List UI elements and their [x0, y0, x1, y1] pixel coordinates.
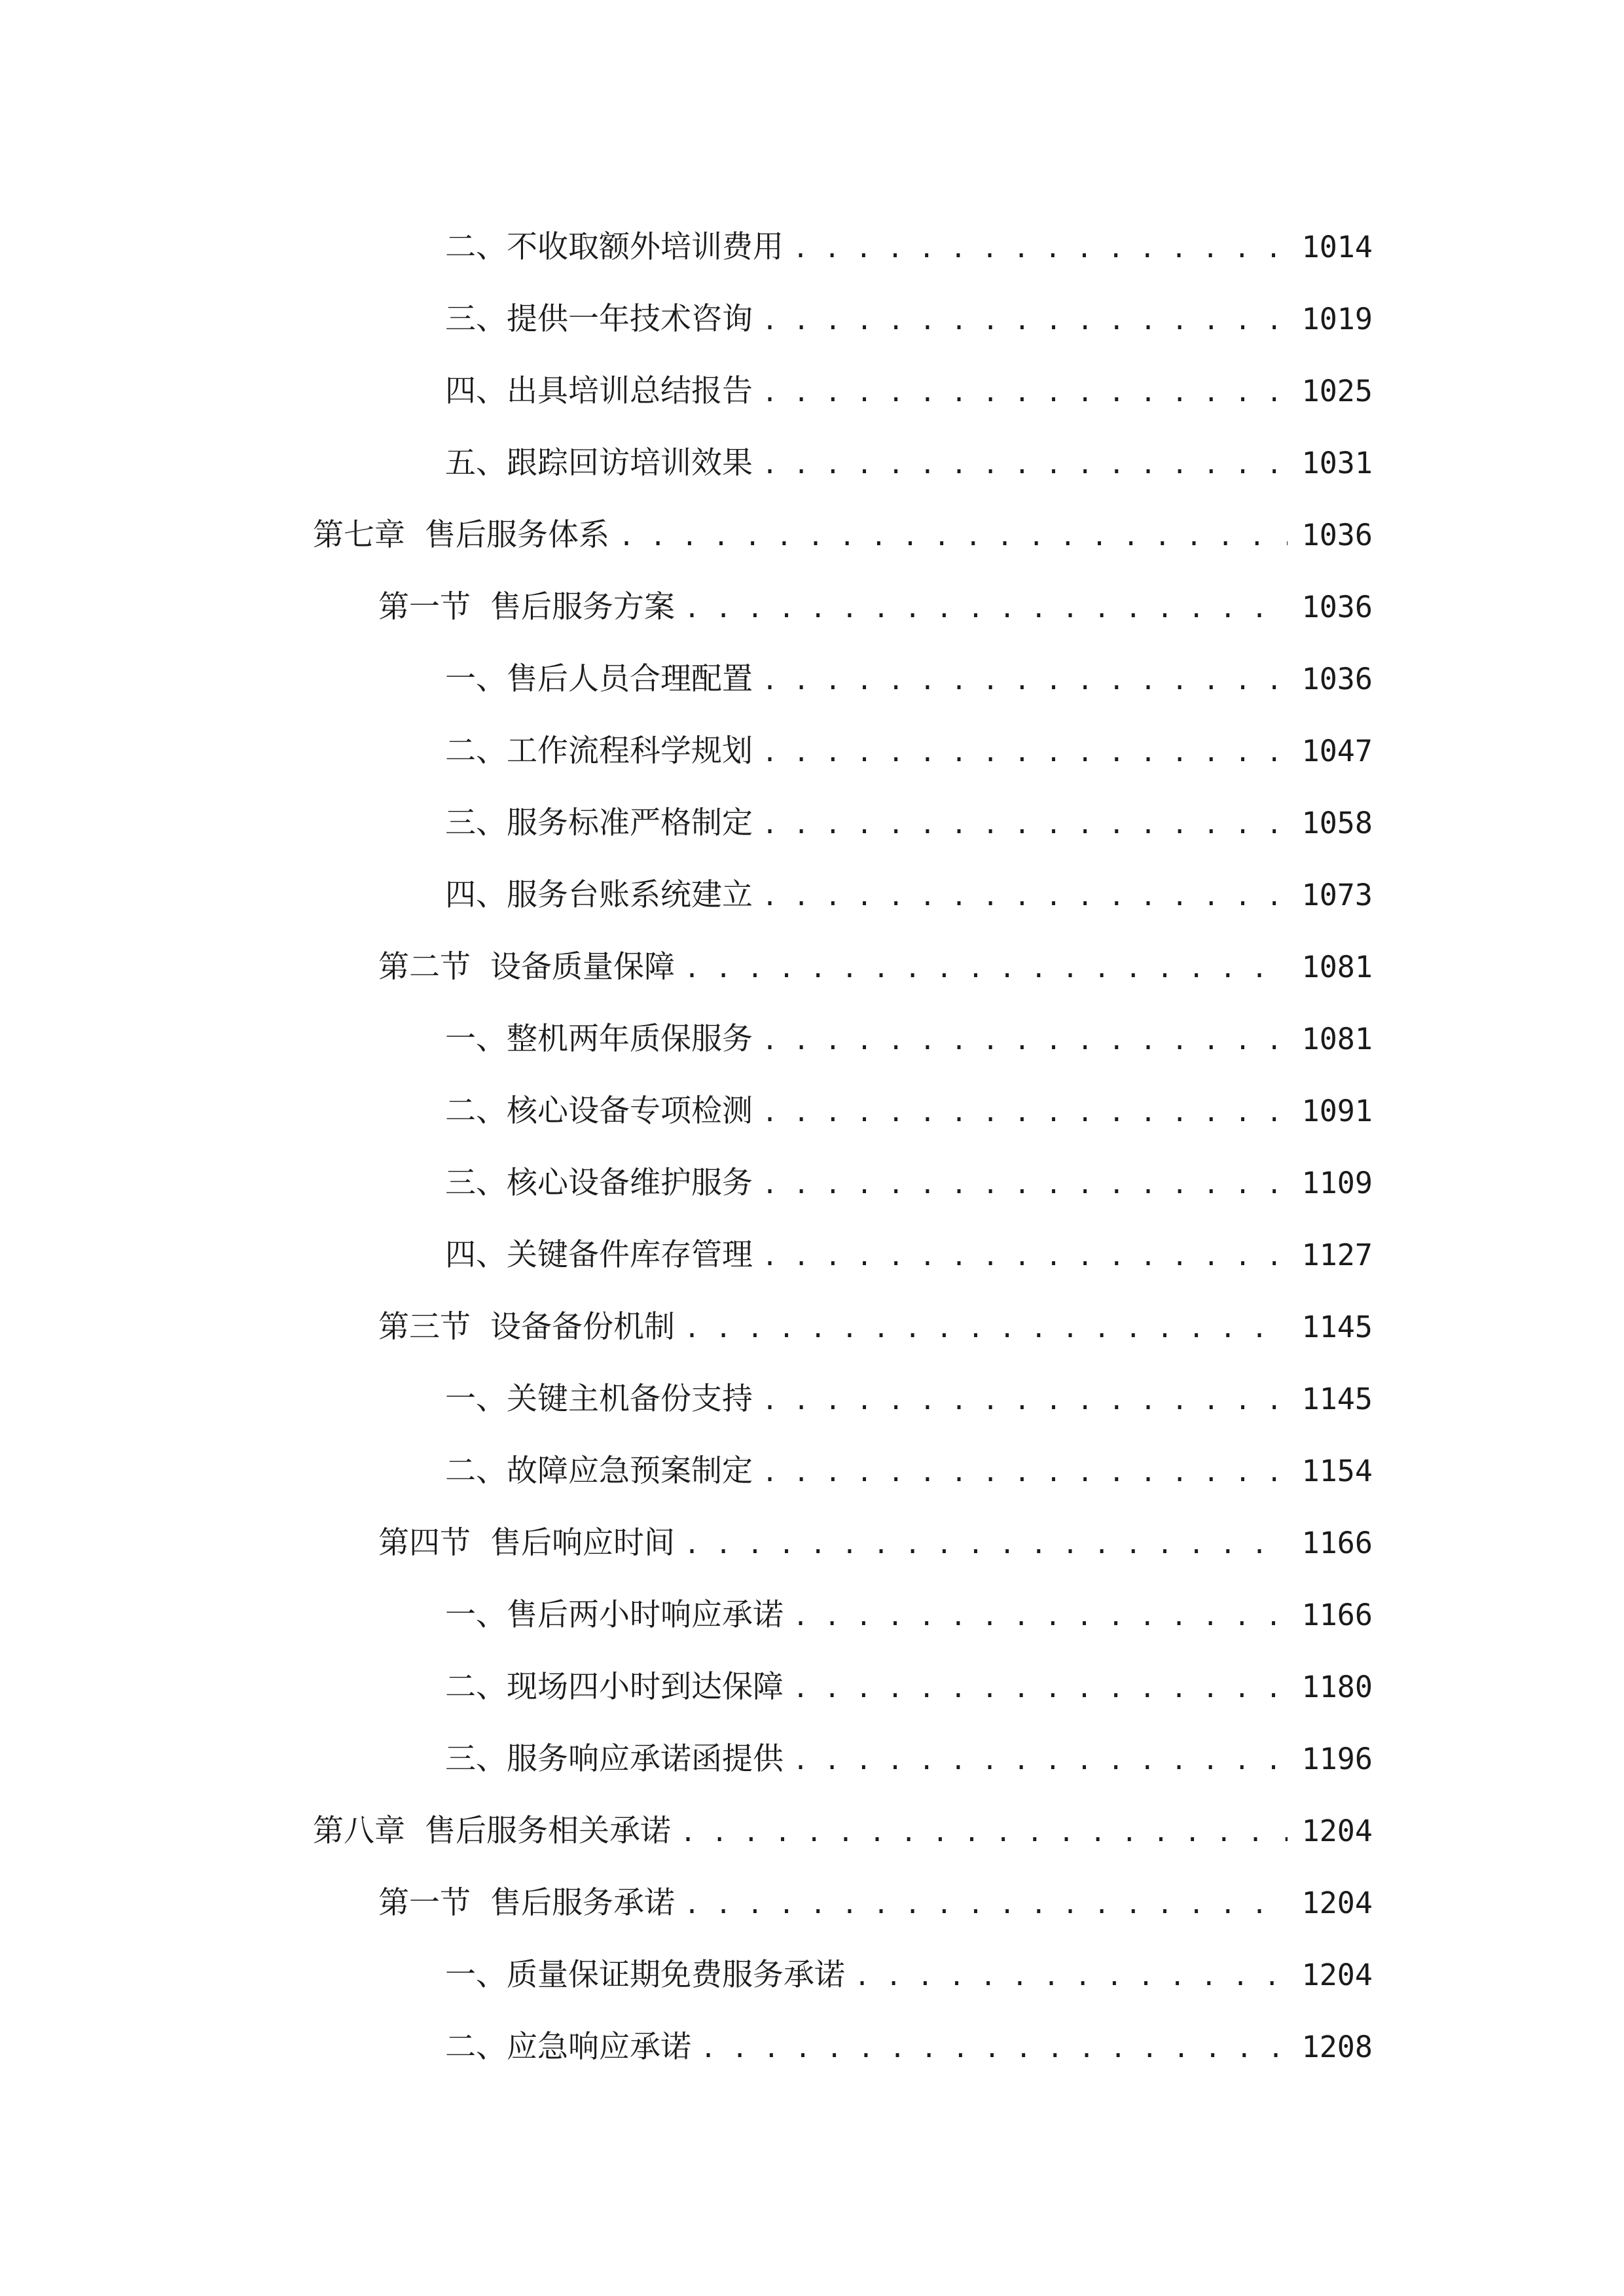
toc-entry-page: 1058	[1301, 806, 1373, 840]
toc-entry-number: 一、	[445, 1597, 507, 1633]
toc-entry[interactable]	[445, 1016, 1373, 1063]
dot-leader	[762, 1377, 1288, 1424]
dot-leader	[684, 1521, 1288, 1568]
toc-entry[interactable]	[445, 368, 1373, 415]
toc-entry[interactable]	[378, 1304, 1373, 1351]
dot-leader	[793, 1665, 1288, 1712]
toc-entry[interactable]	[445, 2024, 1373, 2071]
toc-entry-page: 1127	[1301, 1238, 1373, 1272]
toc-entry-title: 服务台账系统建立	[507, 877, 753, 913]
toc-entry-page: 1073	[1301, 878, 1373, 912]
dot-leader	[700, 2025, 1288, 2072]
toc-entry[interactable]	[313, 512, 1373, 559]
toc-entry-number: 三、	[445, 301, 507, 337]
toc-entry-number: 三、	[445, 1165, 507, 1201]
toc-entry-number: 四、	[445, 373, 507, 409]
toc-entry-number: 二、	[445, 1453, 507, 1489]
toc-entry[interactable]	[445, 296, 1373, 343]
toc-entry-number: 第一节	[378, 589, 471, 625]
toc-entry-page: 1145	[1301, 1310, 1373, 1344]
toc-entry[interactable]	[378, 944, 1373, 991]
toc-entry-title: 出具培训总结报告	[507, 373, 753, 409]
toc-entry[interactable]	[445, 872, 1373, 919]
toc-entry-number: 四、	[445, 877, 507, 913]
toc-entry[interactable]	[445, 1376, 1373, 1423]
toc-entry-page: 1025	[1301, 374, 1373, 408]
toc-entry-title: 现场四小时到达保障	[507, 1669, 784, 1705]
toc-entry-page: 1145	[1301, 1382, 1373, 1416]
toc-entry-page: 1031	[1301, 446, 1373, 480]
toc-entry-number: 第三节	[378, 1309, 471, 1345]
toc-entry-number: 一、	[445, 661, 507, 697]
toc-entry-page: 1081	[1301, 950, 1373, 984]
dot-leader	[680, 1809, 1288, 1856]
toc-entry-number: 四、	[445, 1237, 507, 1273]
toc-entry-page: 1204	[1301, 1958, 1373, 1992]
toc-entry-page: 1166	[1301, 1526, 1373, 1560]
toc-entry-number: 二、	[445, 733, 507, 769]
toc-entry[interactable]	[445, 1592, 1373, 1639]
toc-entry-title: 售后服务方案	[490, 589, 675, 625]
toc-entry[interactable]	[445, 1664, 1373, 1711]
toc-entry-page: 1166	[1301, 1598, 1373, 1632]
toc-entry-title: 售后人员合理配置	[507, 661, 753, 697]
dot-leader	[762, 1449, 1288, 1496]
toc-entry-number: 三、	[445, 1741, 507, 1777]
toc-entry-number: 二、	[445, 1093, 507, 1129]
dot-leader	[762, 1017, 1288, 1064]
toc-entry-number: 二、	[445, 229, 507, 265]
toc-entry-title: 售后服务体系	[425, 517, 609, 553]
toc-entry-number: 五、	[445, 445, 507, 481]
toc-entry-title: 故障应急预案制定	[507, 1453, 753, 1489]
toc-entry-title: 质量保证期免费服务承诺	[507, 1957, 845, 1993]
toc-entry[interactable]	[445, 224, 1373, 271]
toc-entry[interactable]	[445, 800, 1373, 847]
dot-leader	[684, 1305, 1288, 1352]
toc-entry-title: 服务响应承诺函提供	[507, 1741, 784, 1777]
dot-leader	[762, 729, 1288, 776]
toc-entry[interactable]	[445, 1232, 1373, 1279]
dot-leader	[619, 513, 1288, 560]
toc-entry-page: 1036	[1301, 590, 1373, 624]
dot-leader	[762, 1161, 1288, 1208]
dot-leader	[684, 1881, 1288, 1928]
toc-entry[interactable]	[378, 1880, 1373, 1927]
toc-entry-number: 一、	[445, 1381, 507, 1417]
toc-entry[interactable]	[445, 440, 1373, 487]
toc-entry[interactable]	[313, 1808, 1373, 1855]
toc-entry-page: 1196	[1301, 1742, 1373, 1776]
dot-leader	[762, 1089, 1288, 1136]
toc-entry-page: 1204	[1301, 1886, 1373, 1920]
dot-leader	[684, 945, 1288, 992]
dot-leader	[762, 297, 1288, 344]
toc-entry-page: 1019	[1301, 302, 1373, 336]
toc-entry-title: 售后两小时响应承诺	[507, 1597, 784, 1633]
toc-entry-title: 售后服务承诺	[490, 1885, 675, 1921]
toc-entry-number: 第八章	[313, 1813, 405, 1849]
toc-entry-page: 1014	[1301, 230, 1373, 264]
toc-entry-number: 一、	[445, 1021, 507, 1057]
toc-entry[interactable]	[445, 1952, 1373, 1999]
dot-leader	[762, 801, 1288, 848]
dot-leader	[762, 441, 1288, 488]
toc-entry-page: 1081	[1301, 1022, 1373, 1056]
toc-entry[interactable]	[445, 1448, 1373, 1495]
dot-leader	[762, 657, 1288, 704]
toc-entry-title: 服务标准严格制定	[507, 805, 753, 841]
toc-entry-title: 售后服务相关承诺	[425, 1813, 671, 1849]
toc-entry-page: 1047	[1301, 734, 1373, 768]
toc-entry-title: 设备质量保障	[490, 949, 675, 985]
toc-entry-page: 1036	[1301, 518, 1373, 552]
toc-entry[interactable]	[378, 584, 1373, 631]
dot-leader	[762, 873, 1288, 920]
toc-entry-title: 不收取额外培训费用	[507, 229, 784, 265]
toc-entry-title: 工作流程科学规划	[507, 733, 753, 769]
toc-entry[interactable]	[378, 1520, 1373, 1567]
toc-entry-number: 二、	[445, 1669, 507, 1705]
toc-entry[interactable]	[445, 728, 1373, 775]
toc-entry-title: 核心设备专项检测	[507, 1093, 753, 1129]
dot-leader	[854, 1953, 1288, 2000]
toc-entry-number: 二、	[445, 2029, 507, 2065]
toc-entry[interactable]	[445, 656, 1373, 703]
dot-leader	[684, 585, 1288, 632]
toc-entry-page: 1154	[1301, 1454, 1373, 1488]
toc-entry-number: 第七章	[313, 517, 405, 553]
toc-entry-title: 提供一年技术咨询	[507, 301, 753, 337]
toc-entry-title: 跟踪回访培训效果	[507, 445, 753, 481]
toc-entry-title: 设备备份机制	[490, 1309, 675, 1345]
toc-entry-page: 1204	[1301, 1814, 1373, 1848]
toc-entry-number: 第二节	[378, 949, 471, 985]
toc-entry-title: 关键备件库存管理	[507, 1237, 753, 1273]
toc-entry[interactable]	[445, 1088, 1373, 1135]
toc-entry-page: 1036	[1301, 662, 1373, 696]
toc-entry-title: 关键主机备份支持	[507, 1381, 753, 1417]
toc-entry-page: 1180	[1301, 1670, 1373, 1704]
toc-entry-title: 应急响应承诺	[507, 2029, 691, 2065]
dot-leader	[793, 1737, 1288, 1784]
toc-entry-page: 1091	[1301, 1094, 1373, 1128]
toc-entry-title: 核心设备维护服务	[507, 1165, 753, 1201]
toc-entry-number: 三、	[445, 805, 507, 841]
toc-entry-page: 1208	[1301, 2030, 1373, 2064]
toc-entry-number: 第一节	[378, 1885, 471, 1921]
toc-entry[interactable]	[445, 1736, 1373, 1783]
toc-entry-number: 第四节	[378, 1525, 471, 1561]
toc-entry-title: 售后响应时间	[490, 1525, 675, 1561]
dot-leader	[762, 1233, 1288, 1280]
dot-leader	[793, 1593, 1288, 1640]
toc-entry-page: 1109	[1301, 1166, 1373, 1200]
dot-leader	[762, 369, 1288, 416]
dot-leader	[793, 225, 1288, 272]
toc-entry-number: 一、	[445, 1957, 507, 1993]
toc-entry-title: 整机两年质保服务	[507, 1021, 753, 1057]
toc-entry[interactable]	[445, 1160, 1373, 1207]
